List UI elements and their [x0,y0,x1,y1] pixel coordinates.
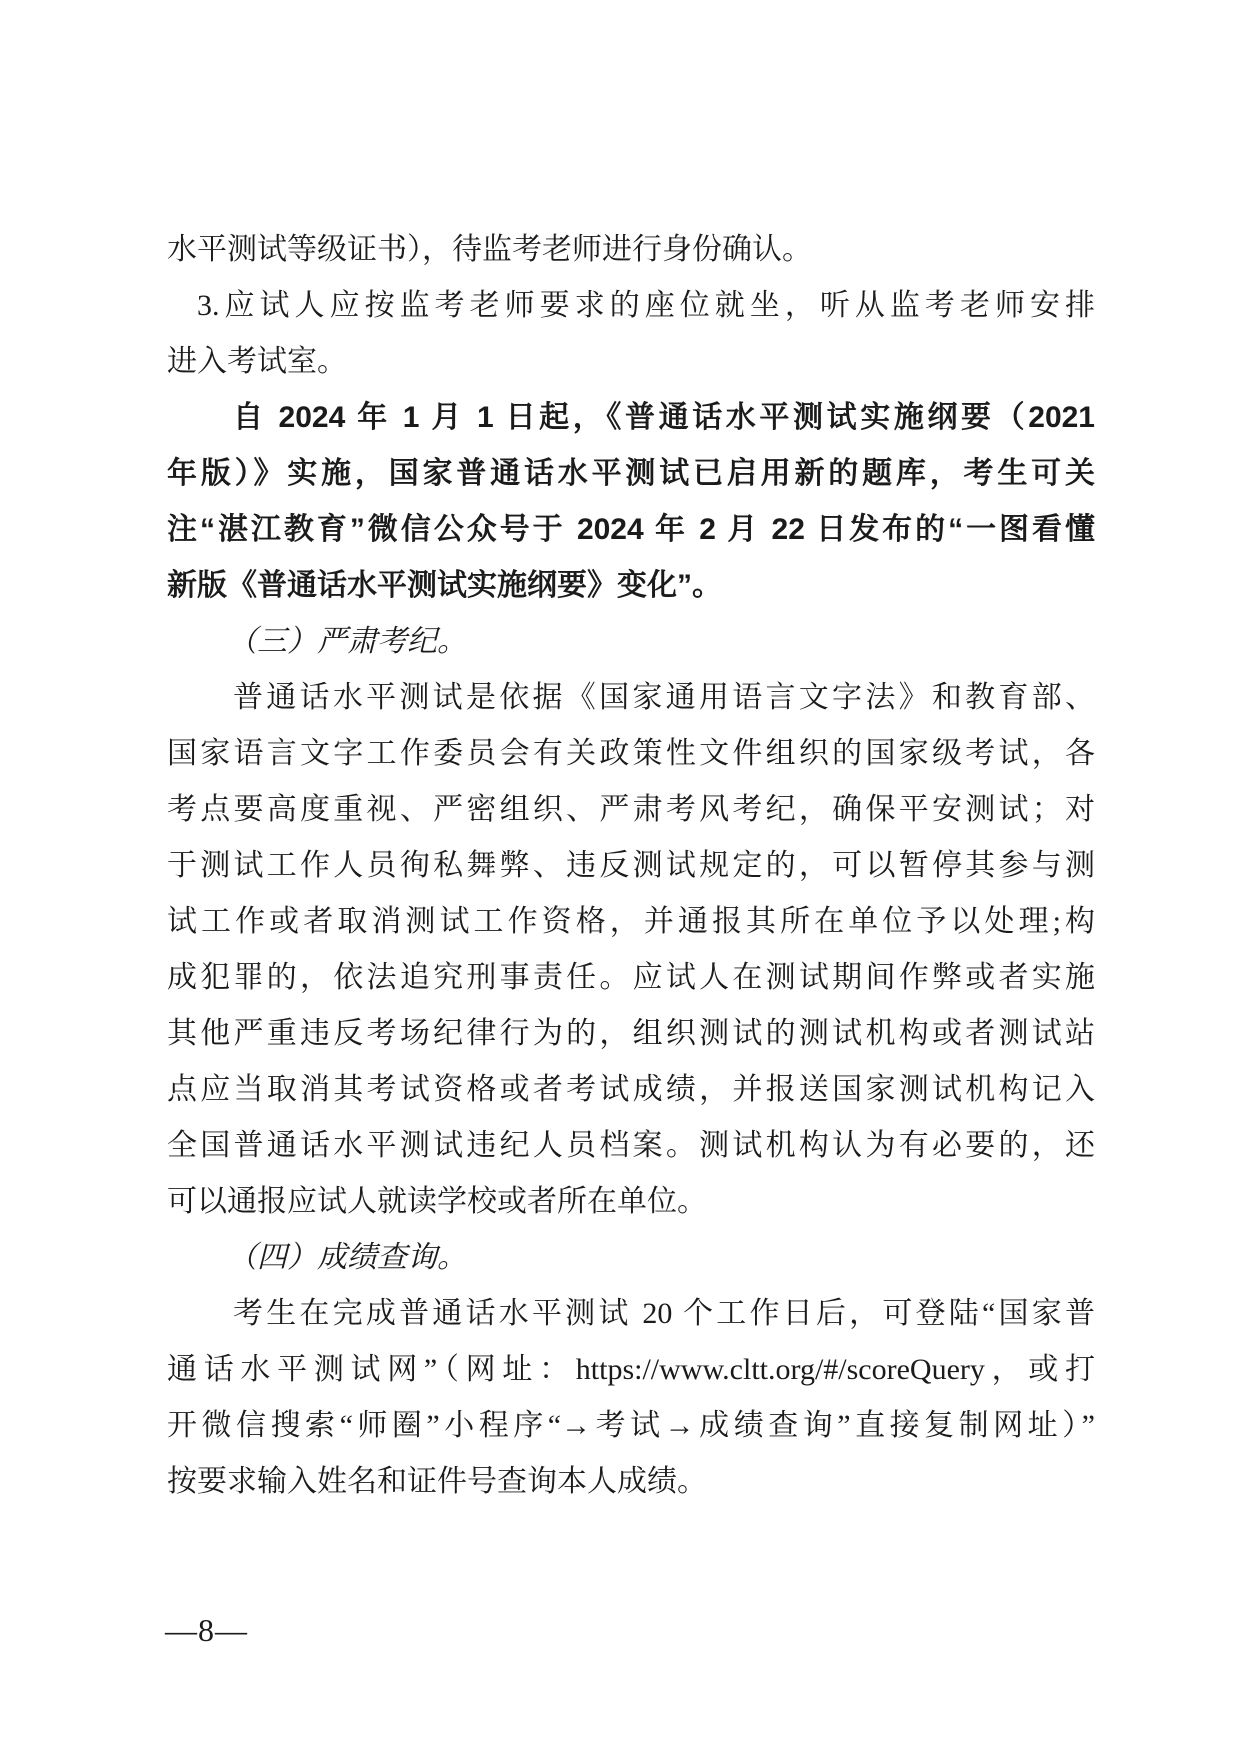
text-line: 普通话水平测试是依据《国家通用语言文字法》和教育部、 [233,681,1095,714]
text-line: 试工作或者取消测试工作资格，并通报其所在单位予以处理;构 [167,905,1095,938]
text-line: 开微信搜索“师圈”小程序“→考试→成绩查询”直接复制网址）” [167,1409,1095,1442]
text-line: 注“湛江教育”微信公众号于 2024 年 2 月 22 日发布的“一图看懂 [167,513,1095,546]
text-line: 国家语言文字工作委员会有关政策性文件组织的国家级考试，各 [167,737,1095,770]
text-line: 自 2024 年 1 月 1 日起，《普通话水平测试实施纲要（2021 [233,401,1095,434]
text-line: 考点要高度重视、严密组织、严肃考风考纪，确保平安测试；对 [167,793,1095,826]
text-line: 可以通报应试人就读学校或者所在单位。 [167,1185,707,1218]
text-line: 其他严重违反考场纪律行为的，组织测试的测试机构或者测试站 [167,1017,1095,1050]
text-line: 全国普通话水平测试违纪人员档案。测试机构认为有必要的，还 [167,1129,1095,1162]
text-line: （三）严肃考纪。 [227,625,467,658]
text-line: 年版）》实施，国家普通话水平测试已启用新的题库，考生可关 [167,457,1095,490]
text-line: 3.应试人应按监考老师要求的座位就坐，听从监考老师安排 [197,289,1095,322]
text-line: 新版《普通话水平测试实施纲要》变化”。 [167,569,722,602]
text-line: 水平测试等级证书），待监考老师进行身份确认。 [167,233,812,266]
page-number: —8— [165,1612,248,1648]
text-line: 于测试工作人员徇私舞弊、违反测试规定的，可以暂停其参与测 [167,849,1095,882]
document-body [167,222,1095,1510]
text-line: 按要求输入姓名和证件号查询本人成绩。 [167,1465,707,1498]
text-line: 成犯罪的，依法追究刑事责任。应试人在测试期间作弊或者实施 [167,961,1095,994]
text-line: 考生在完成普通话水平测试 20 个工作日后，可登陆“国家普 [233,1297,1095,1330]
text-line: （四）成绩查询。 [227,1241,467,1274]
text-line: 进入考试室。 [167,345,347,378]
text-line: 通话水平测试网”（网址：https://www.cltt.org/#/scoreQuery，或打 [167,1353,1095,1386]
text-line: 点应当取消其考试资格或者考试成绩，并报送国家测试机构记入 [167,1073,1095,1106]
